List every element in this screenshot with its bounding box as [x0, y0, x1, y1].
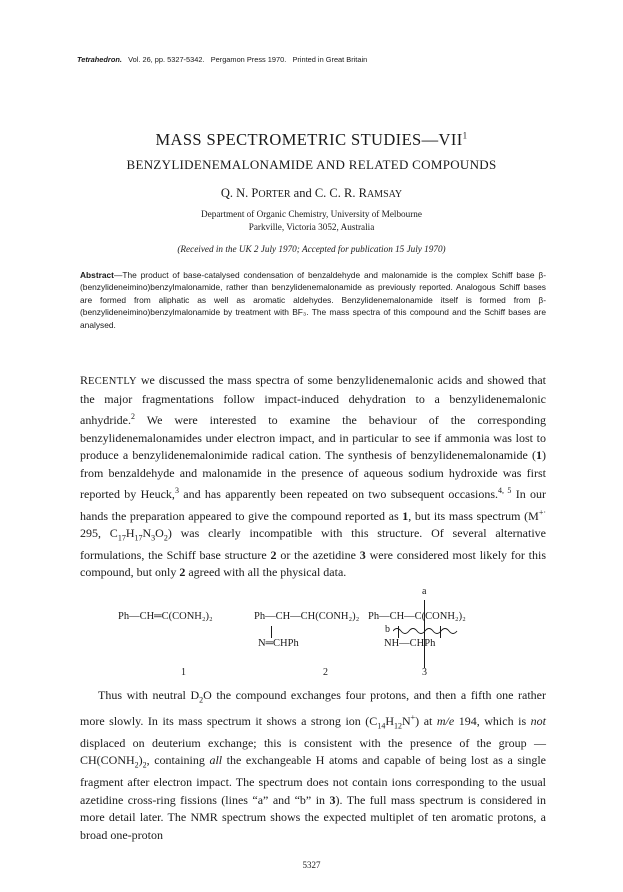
text-run: )	[138, 753, 143, 768]
structure-2-bond	[271, 626, 272, 638]
author-2-initials: C. C. R. R	[314, 186, 367, 200]
emphasis: not	[530, 713, 546, 728]
text-run: , but its mass spectrum (M	[408, 508, 539, 523]
subscript: 12	[393, 721, 402, 731]
structure-2-formula-top: Ph—CH—CH(CONH₂)₂	[254, 611, 360, 622]
author-1-initials: Q. N. P	[220, 186, 259, 200]
text-run: the exchangeable H atoms and capable of being lost as a single fragment after electron impact. The spectrum does not contain ions corresponding to the usual azetidine cross-ring fissions (lines “a” and “b” in	[80, 753, 546, 807]
structure-3-label: 3	[422, 667, 427, 678]
subscript: 2	[134, 760, 139, 770]
paper-title	[0, 130, 623, 150]
subscript: 2	[199, 695, 204, 705]
affiliation-line-1: Department of Organic Chemistry, University of Melbourne	[201, 209, 422, 219]
structure-2-label: 2	[323, 667, 328, 678]
author-1-name: ORTER	[258, 189, 291, 200]
text-run: ) was clearly incompatible with this structure. Of several alternative formulations, the Schiff base structure	[80, 526, 546, 562]
title-text: MASS SPECTROMETRIC STUDIES—VII	[155, 130, 463, 149]
compound-1-ref: 1	[536, 448, 542, 462]
structure-3-label-a: a	[422, 586, 427, 597]
subscript: 14	[377, 721, 386, 731]
structure-3-bond-right	[440, 626, 441, 638]
journal-printed: Printed in Great Britain	[292, 55, 368, 64]
text-run: H	[125, 526, 135, 540]
subscript: 3	[151, 533, 156, 543]
structure-3-bond-left	[398, 626, 399, 638]
structure-3-label-b: b	[385, 624, 390, 635]
structure-1-label: 1	[181, 667, 186, 678]
text-run: O the compound exchanges four protons, and then a fifth one rather more slowly. In its mass spectrum it shows a strong ion (C	[80, 688, 546, 728]
journal-citation: Vol. 26, pp. 5327-5342.	[128, 55, 205, 64]
authors	[0, 186, 623, 201]
compound-3-ref: 3	[359, 547, 366, 562]
text-run: and has apparently been repeated on two subsequent occasions.	[178, 487, 499, 501]
abstract-text: —The product of base-catalysed condensation of benzaldehyde and malonamide is the complex Schiff base β-(benzylideneimino)benzylmalonamide, rather than benzylidenemalonamide as previously reported. Analogous Schiff bases are formed from aliphatic as well as aromatic aldehydes. Benzylidenemalonamide itself is formed from β-(benzylideneimino)benzylmalonamide by treatment with BF₃. The mass spectra of this compound and the Schiff bases are analysed.	[80, 270, 546, 330]
journal-publisher: Pergamon Press 1970.	[210, 55, 287, 64]
subscript: 17	[117, 533, 126, 543]
text-run: 295, C	[80, 526, 118, 540]
text-run: In our hands the preparation appeared to give the compound reported as	[80, 487, 547, 523]
subscript: 2	[142, 760, 147, 770]
journal-header	[77, 55, 367, 64]
compound-2-ref: 2	[270, 547, 277, 562]
text-run: H	[385, 713, 394, 728]
reference-4-5: 4, 5	[498, 486, 512, 495]
subscript: 2	[163, 533, 168, 543]
text-run: displaced on deuterium exchange; this is consistent with the presence of the group —CH(CONH	[80, 735, 546, 768]
text-run: O	[155, 526, 164, 540]
text-run: ) from benzaldehyde and malonamide in the presence of aqueous sodium hydroxide was first reported by Heuck,	[80, 448, 546, 501]
text-run: N	[142, 526, 152, 540]
paper-subtitle: BENZYLIDENEMALONAMIDE AND RELATED COMPOUNDS	[126, 157, 497, 172]
body-paragraph-2	[80, 687, 546, 844]
radical-cation-sign: +·	[538, 507, 546, 517]
text-run: we discussed the mass spectra of some benzylidenemalonic acids and showed that the major fragmentations follow impact-induced dehydration to a benzylidenemalonic anhydride.	[80, 373, 546, 427]
structure-3-fission-line-b	[393, 626, 459, 636]
received-dates: (Received in the UK 2 July 1970; Accepted for publication 15 July 1970)	[177, 244, 446, 254]
page-number: 5327	[302, 860, 321, 870]
text-run: Thus with neutral D	[98, 688, 200, 702]
compound-2-ref: 2	[179, 565, 186, 580]
lead-cap: R	[80, 373, 89, 387]
lead-smallcaps: ECENTLY	[88, 376, 137, 387]
reference-2: 2	[130, 412, 135, 421]
text-run: agreed with all the physical data.	[185, 565, 347, 580]
body-paragraph-1	[80, 372, 546, 582]
text-run: were considered most likely for this compound, but only	[80, 547, 547, 580]
text-run: We were interested to examine the behaviour of the corresponding benzylidenemalonamides under electron impact, and in particular to see if ammonia was lost to produce a benzylidenemalonimide radical cation. The synthesis of benzylidenemalonamide (	[80, 413, 546, 462]
emphasis: all	[209, 753, 223, 768]
subscript: 17	[134, 533, 143, 543]
text-run: ). The full mass spectrum is considered in more detail later. The NMR spectrum shows the expected multiplet of ten aromatic protons, a broad one-proton	[80, 792, 547, 842]
structure-3-formula-bottom: NH—CHPh	[384, 638, 436, 649]
affiliation	[0, 208, 623, 233]
title-footnote: 1	[462, 130, 468, 141]
superscript: +	[410, 712, 416, 722]
journal-name: Tetrahedron.	[77, 55, 122, 64]
mass-charge-label: m/e	[436, 713, 455, 728]
abstract	[80, 269, 546, 331]
compound-3-ref: 3	[329, 792, 336, 807]
text-run: or the azetidine	[276, 547, 360, 562]
structure-1-formula: Ph—CH═C(CONH₂)₂	[118, 611, 213, 622]
abstract-label: Abstract	[80, 270, 114, 280]
affiliation-line-2: Parkville, Victoria 3052, Australia	[248, 221, 375, 232]
authors-and: and	[290, 186, 315, 200]
compound-1-ref: 1	[402, 508, 409, 523]
text-run: N	[401, 713, 411, 728]
text-run: 194, which is	[454, 713, 531, 728]
structure-2-formula-bottom: N═CHPh	[258, 638, 299, 649]
reference-3: 3	[174, 486, 179, 495]
author-2-name: AMSAY	[366, 189, 403, 200]
structure-3-formula-top: Ph—CH—C(CONH₂)₂	[368, 611, 466, 622]
text-run: , containing	[146, 753, 210, 768]
text-run: ) at	[415, 713, 437, 728]
